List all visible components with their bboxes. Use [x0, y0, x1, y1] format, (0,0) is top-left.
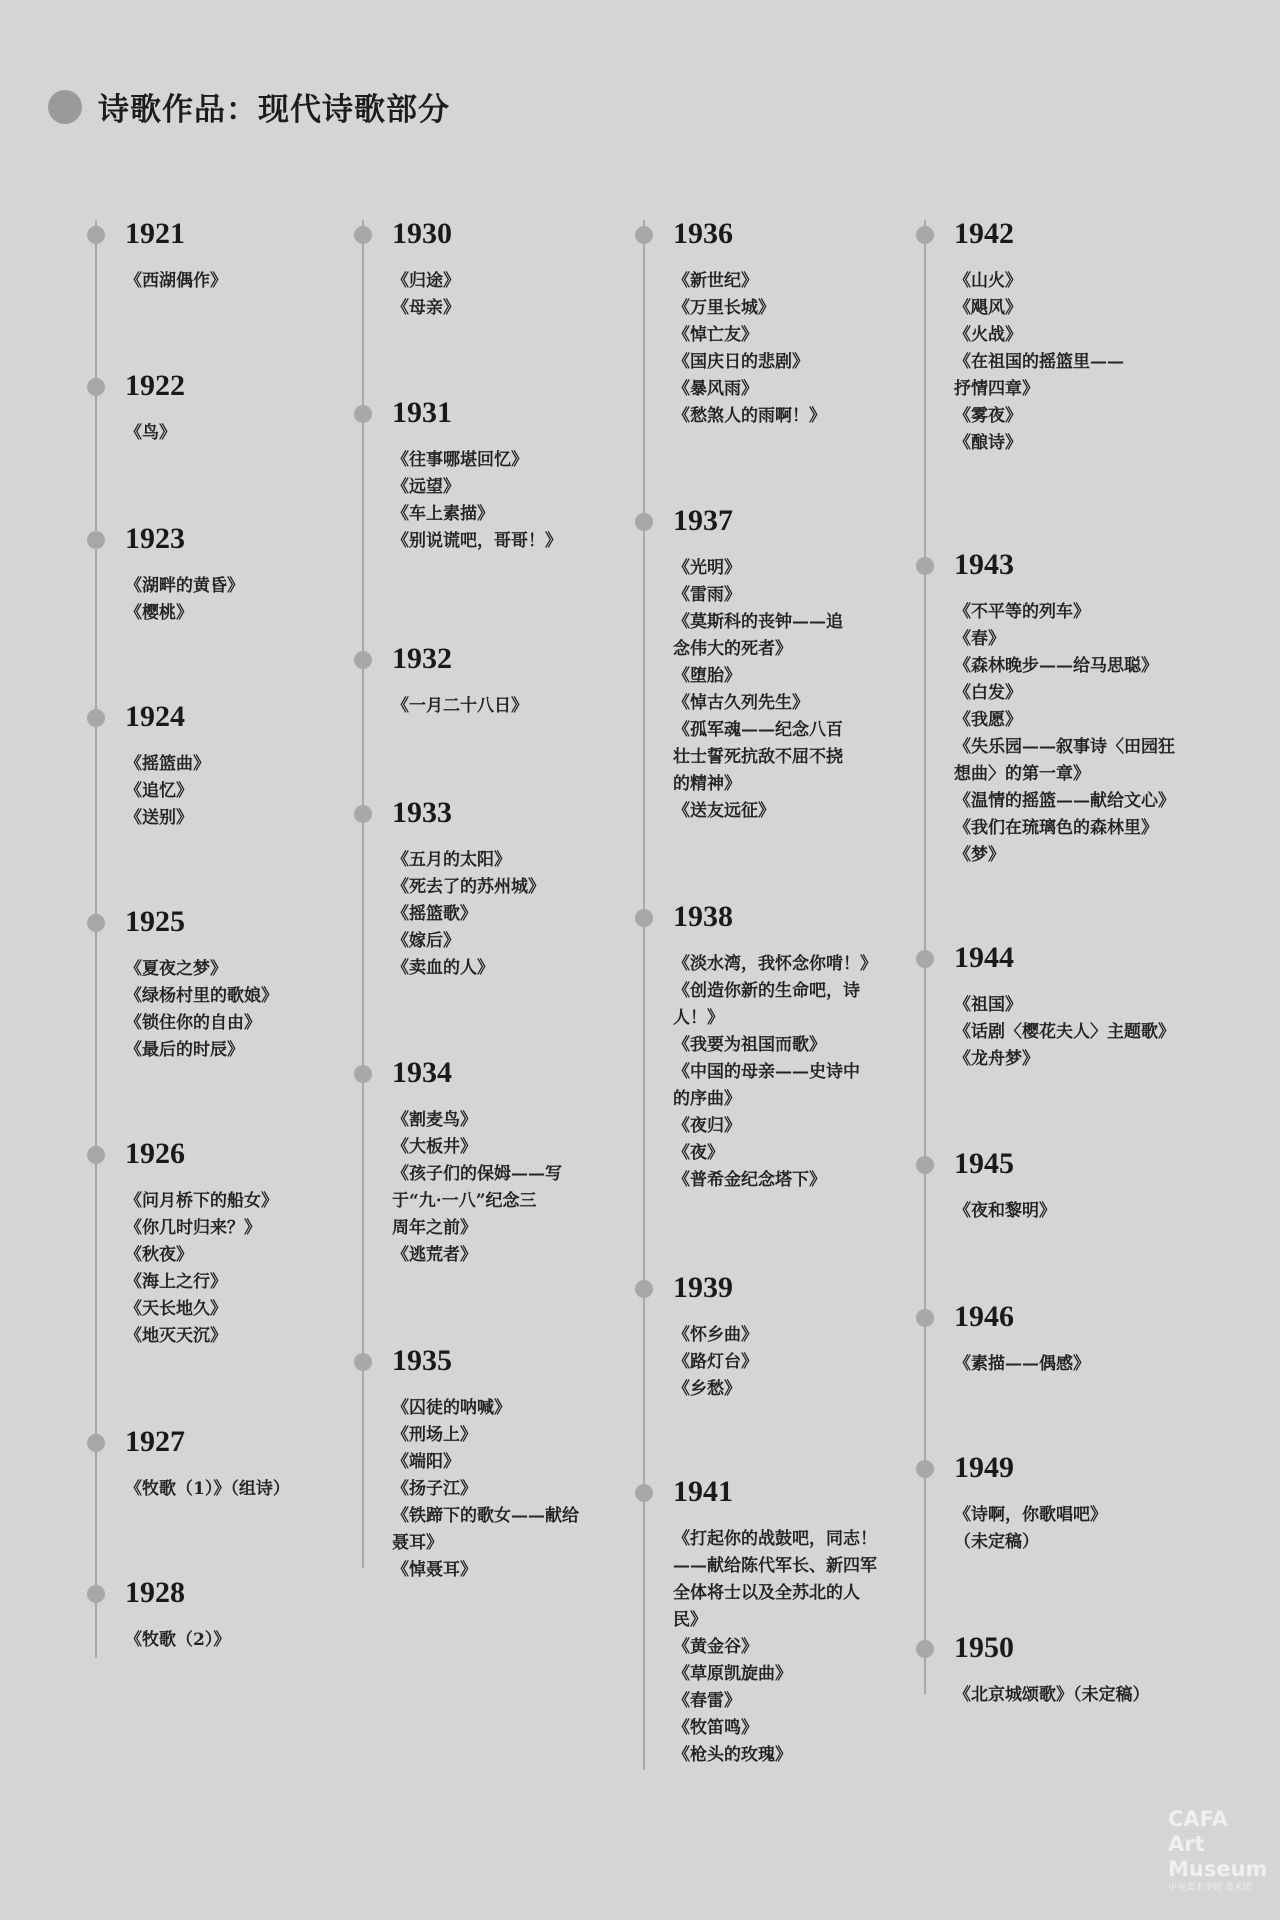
- work-title: 《我们在琉璃色的森林里》: [954, 818, 1158, 838]
- work-title: 于“九·一八”纪念三: [392, 1191, 537, 1211]
- work-title: ——献给陈代军长、新四军: [673, 1556, 877, 1576]
- work-title: 《归途》: [392, 271, 460, 291]
- work-title: 《别说谎吧，哥哥！》: [392, 531, 562, 551]
- works-list: [673, 1526, 877, 1769]
- timeline-line: [643, 220, 645, 1770]
- year-label: 1941: [673, 1475, 733, 1508]
- logo-subtitle: 中央美术学院 美术馆: [1168, 1883, 1252, 1893]
- work-title: 《堕胎》: [673, 666, 741, 686]
- work-title: 《西湖偶作》: [125, 271, 227, 291]
- work-title: 《天长地久》: [125, 1299, 227, 1319]
- work-title: 《囚徒的呐喊》: [392, 1398, 511, 1418]
- work-title: 《新世纪》: [673, 271, 758, 291]
- works-list: [954, 1351, 1090, 1378]
- work-title: 人！》: [673, 1008, 724, 1028]
- timeline-node-icon: [635, 909, 653, 927]
- work-title: 《中国的母亲——史诗中: [673, 1062, 860, 1082]
- timeline-node-icon: [87, 1146, 105, 1164]
- page-header: [48, 84, 450, 129]
- work-title: 《失乐园——叙事诗〈田园狂: [954, 737, 1175, 757]
- timeline-node-icon: [354, 226, 372, 244]
- works-list: [954, 1502, 1107, 1556]
- work-title: 《山火》: [954, 271, 1022, 291]
- year-label: 1922: [125, 369, 185, 402]
- works-list: [392, 693, 528, 720]
- timeline-node-icon: [354, 1353, 372, 1371]
- works-list: [392, 447, 562, 555]
- year-label: 1932: [392, 642, 452, 675]
- timeline-node-icon: [916, 1309, 934, 1327]
- work-title: （未定稿）: [954, 1532, 1039, 1552]
- works-list: [125, 956, 278, 1064]
- work-title: 《愁煞人的雨啊！》: [673, 406, 826, 426]
- work-title: 《追忆》: [125, 781, 193, 801]
- timeline-node-icon: [87, 226, 105, 244]
- work-title: 《光明》: [673, 558, 741, 578]
- works-list: [125, 751, 210, 832]
- work-title: 念伟大的死者》: [673, 639, 792, 659]
- work-title: 《雾夜》: [954, 406, 1022, 426]
- timeline-node-icon: [635, 226, 653, 244]
- year-label: 1930: [392, 217, 452, 250]
- work-title: 《摇篮曲》: [125, 754, 210, 774]
- timeline-node-icon: [354, 405, 372, 423]
- work-title: 《远望》: [392, 477, 460, 497]
- works-list: [392, 1107, 562, 1269]
- timeline-node-icon: [87, 1585, 105, 1603]
- work-title: 《普希金纪念塔下》: [673, 1170, 826, 1190]
- work-title: 《温情的摇篮——献给文心》: [954, 791, 1175, 811]
- work-title: 《我愿》: [954, 710, 1022, 730]
- museum-logo: [1168, 1807, 1267, 1894]
- year-label: 1933: [392, 796, 452, 829]
- work-title: 《送友远征》: [673, 801, 775, 821]
- year-label: 1925: [125, 905, 185, 938]
- timeline-node-icon: [916, 226, 934, 244]
- timeline-node-icon: [87, 378, 105, 396]
- timeline-node-icon: [635, 513, 653, 531]
- work-title: 《黄金谷》: [673, 1637, 758, 1657]
- year-label: 1931: [392, 396, 452, 429]
- work-title: 全体将士以及全苏北的人: [673, 1583, 860, 1603]
- work-title: 《龙舟梦》: [954, 1049, 1039, 1069]
- work-title: 《暴风雨》: [673, 379, 758, 399]
- page-title: 诗歌作品：现代诗歌部分: [98, 92, 450, 128]
- work-title: 《创造你新的生命吧，诗: [673, 981, 860, 1001]
- year-label: 1921: [125, 217, 185, 250]
- work-title: 《铁蹄下的歌女——献给: [392, 1506, 579, 1526]
- year-label: 1928: [125, 1576, 185, 1609]
- timeline-node-icon: [354, 805, 372, 823]
- work-title: 《往事哪堪回忆》: [392, 450, 528, 470]
- timeline-node-icon: [916, 1460, 934, 1478]
- logo-line-3: Museum: [1168, 1857, 1268, 1881]
- work-title: 《路灯台》: [673, 1352, 758, 1372]
- works-list: [125, 420, 176, 447]
- work-title: 《我要为祖国而歌》: [673, 1035, 826, 1055]
- works-list: [673, 1322, 758, 1403]
- work-title: 《端阳》: [392, 1452, 460, 1472]
- year-label: 1943: [954, 548, 1014, 581]
- work-title: 《鸟》: [125, 423, 176, 443]
- work-title: 周年之前》: [392, 1218, 477, 1238]
- work-title: 《打起你的战鼓吧，同志！: [673, 1529, 877, 1549]
- work-title: 《扬子江》: [392, 1479, 477, 1499]
- works-list: [673, 555, 843, 825]
- work-title: 《地灭天沉》: [125, 1326, 227, 1346]
- year-label: 1938: [673, 900, 733, 933]
- work-title: 《牧歌（2）》: [125, 1630, 231, 1650]
- works-list: [125, 268, 227, 295]
- work-title: 《卖血的人》: [392, 958, 494, 978]
- work-title: 《夜归》: [673, 1116, 741, 1136]
- work-title: 《春雷》: [673, 1691, 741, 1711]
- work-title: 《嫁后》: [392, 931, 460, 951]
- timeline-node-icon: [87, 709, 105, 727]
- works-list: [954, 1198, 1056, 1225]
- work-title: 《白发》: [954, 683, 1022, 703]
- work-title: 《死去了的苏州城》: [392, 877, 545, 897]
- year-label: 1923: [125, 522, 185, 555]
- work-title: 《怀乡曲》: [673, 1325, 758, 1345]
- work-title: 《锁住你的自由》: [125, 1013, 261, 1033]
- work-title: 想曲〉的第一章》: [954, 764, 1090, 784]
- work-title: 《送别》: [125, 808, 193, 828]
- year-label: 1942: [954, 217, 1014, 250]
- year-label: 1935: [392, 1344, 452, 1377]
- work-title: 《诗啊，你歌唱吧》: [954, 1505, 1107, 1525]
- timeline-node-icon: [635, 1484, 653, 1502]
- work-title: 《乡愁》: [673, 1379, 741, 1399]
- year-label: 1946: [954, 1300, 1014, 1333]
- year-label: 1937: [673, 504, 733, 537]
- year-label: 1945: [954, 1147, 1014, 1180]
- timeline-node-icon: [87, 914, 105, 932]
- work-title: 《樱桃》: [125, 603, 193, 623]
- timeline-node-icon: [916, 950, 934, 968]
- work-title: 《悼古久列先生》: [673, 693, 809, 713]
- works-list: [954, 992, 1175, 1073]
- work-title: 《你几时归来？》: [125, 1218, 261, 1238]
- work-title: 《火战》: [954, 325, 1022, 345]
- works-list: [125, 1627, 230, 1654]
- work-title: 《夏夜之梦》: [125, 959, 227, 979]
- work-title: 《夜》: [673, 1143, 724, 1163]
- work-title: 《牧笛鸣》: [673, 1718, 758, 1738]
- work-title: 《北京城颂歌》（未定稿）: [954, 1685, 1150, 1705]
- year-label: 1924: [125, 700, 185, 733]
- work-title: 《牧歌（1）》（组诗）: [125, 1479, 290, 1499]
- work-title: 壮士誓死抗敌不屈不挠: [673, 747, 843, 767]
- works-list: [125, 573, 244, 627]
- work-title: 《悼聂耳》: [392, 1560, 477, 1580]
- work-title: 《飓风》: [954, 298, 1022, 318]
- works-list: [392, 268, 460, 322]
- year-label: 1950: [954, 1631, 1014, 1664]
- works-list: [954, 599, 1175, 869]
- work-title: 《五月的太阳》: [392, 850, 511, 870]
- work-title: 《森林晚步——给马思聪》: [954, 656, 1158, 676]
- work-title: 《孤军魂——纪念八百: [673, 720, 843, 740]
- works-list: [954, 268, 1124, 457]
- work-title: 《雷雨》: [673, 585, 741, 605]
- work-title: 《梦》: [954, 845, 1005, 865]
- work-title: 《枪头的玫瑰》: [673, 1745, 792, 1765]
- work-title: 《国庆日的悲剧》: [673, 352, 809, 372]
- timeline-node-icon: [354, 651, 372, 669]
- timeline-node-icon: [916, 557, 934, 575]
- year-label: 1927: [125, 1425, 185, 1458]
- work-title: 《春》: [954, 629, 1005, 649]
- work-title: 《不平等的列车》: [954, 602, 1090, 622]
- logo-line-2: Art: [1168, 1832, 1205, 1856]
- work-title: 《大板井》: [392, 1137, 477, 1157]
- work-title: 《绿杨村里的歌娘》: [125, 986, 278, 1006]
- work-title: 民》: [673, 1610, 707, 1630]
- year-label: 1949: [954, 1451, 1014, 1484]
- work-title: 《车上素描》: [392, 504, 494, 524]
- year-label: 1936: [673, 217, 733, 250]
- work-title: 《母亲》: [392, 298, 460, 318]
- timeline-node-icon: [916, 1640, 934, 1658]
- timeline-node-icon: [916, 1156, 934, 1174]
- work-title: 《一月二十八日》: [392, 696, 528, 716]
- work-title: 《问月桥下的船女》: [125, 1191, 278, 1211]
- work-title: 《悼亡友》: [673, 325, 758, 345]
- work-title: 《淡水湾，我怀念你啃！》: [673, 954, 877, 974]
- works-list: [673, 951, 877, 1194]
- work-title: 《割麦鸟》: [392, 1110, 477, 1130]
- timeline-node-icon: [354, 1065, 372, 1083]
- work-title: 《话剧〈樱花夫人〉主题歌》: [954, 1022, 1175, 1042]
- work-title: 《万里长城》: [673, 298, 775, 318]
- timeline-node-icon: [635, 1280, 653, 1298]
- works-list: [125, 1188, 278, 1350]
- work-title: 《素描——偶感》: [954, 1354, 1090, 1374]
- work-title: 《夜和黎明》: [954, 1201, 1056, 1221]
- work-title: 抒情四章》: [954, 379, 1039, 399]
- work-title: 聂耳》: [392, 1533, 443, 1553]
- work-title: 《孩子们的保姆——写: [392, 1164, 562, 1184]
- year-label: 1939: [673, 1271, 733, 1304]
- work-title: 《湖畔的黄昏》: [125, 576, 244, 596]
- work-title: 《莫斯科的丧钟——追: [673, 612, 843, 632]
- work-title: 《秋夜》: [125, 1245, 193, 1265]
- works-list: [954, 1682, 1150, 1709]
- bullet-dot-icon: [48, 90, 82, 124]
- work-title: 《海上之行》: [125, 1272, 227, 1292]
- work-title: 《摇篮歌》: [392, 904, 477, 924]
- work-title: 《逃荒者》: [392, 1245, 477, 1265]
- year-label: 1926: [125, 1137, 185, 1170]
- work-title: 《刑场上》: [392, 1425, 477, 1445]
- year-label: 1944: [954, 941, 1014, 974]
- works-list: [392, 1395, 579, 1584]
- work-title: 《在祖国的摇篮里——: [954, 352, 1124, 372]
- logo-line-1: CAFA: [1168, 1807, 1228, 1831]
- works-list: [125, 1476, 290, 1503]
- year-label: 1934: [392, 1056, 452, 1089]
- work-title: 的序曲》: [673, 1089, 741, 1109]
- work-title: 的精神》: [673, 774, 741, 794]
- work-title: 《酿诗》: [954, 433, 1022, 453]
- work-title: 《最后的时辰》: [125, 1040, 244, 1060]
- timeline-node-icon: [87, 531, 105, 549]
- work-title: 《草原凯旋曲》: [673, 1664, 792, 1684]
- works-list: [392, 847, 545, 982]
- works-list: [673, 268, 826, 430]
- timeline-node-icon: [87, 1434, 105, 1452]
- work-title: 《祖国》: [954, 995, 1022, 1015]
